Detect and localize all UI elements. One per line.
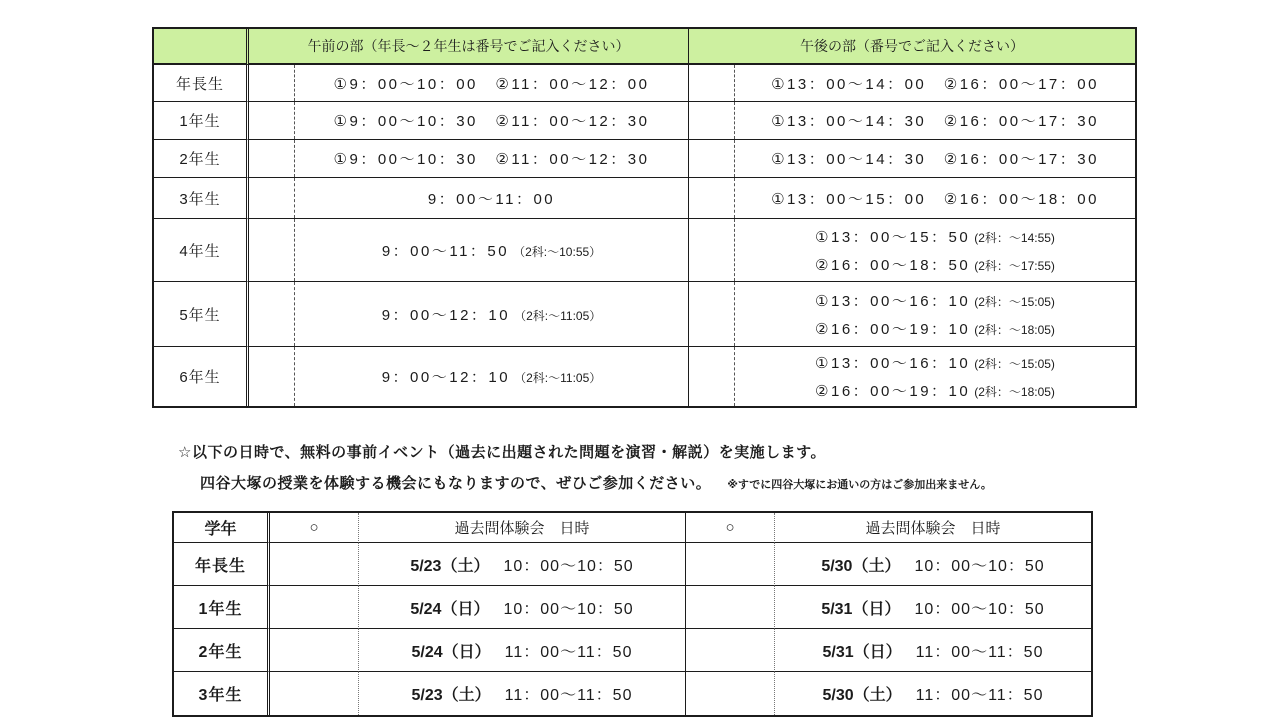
- notice-line-2-text: 四谷大塚の授業を体験する機会にもなりますので、ぜひご参加ください。: [200, 475, 712, 492]
- event-header-datetime-1: 過去問体験会 日時: [359, 513, 686, 543]
- grade-label: 2年生: [154, 140, 249, 178]
- two-subject-note: (2科：～15:05): [974, 357, 1055, 371]
- session-times: ①9：00～10：00 ②11：00～12：00: [333, 75, 650, 93]
- event-header-circle-1: ○: [270, 513, 359, 543]
- event-checkbox-cell: [270, 586, 359, 629]
- session-times: ①9：00～10：30 ②11：00～12：30: [333, 151, 650, 168]
- grade-label: 6年生: [154, 347, 249, 406]
- event-datetime-cell: [359, 586, 686, 629]
- morning-cell: [249, 219, 689, 282]
- afternoon-cell: [689, 140, 1135, 178]
- grade-label: 5年生: [154, 282, 249, 347]
- session-times: ①13：00～14：30 ②16：00～17：30: [771, 113, 1099, 130]
- event-date: 5/30（土）: [822, 687, 902, 704]
- write-in-box: [249, 219, 295, 281]
- event-checkbox-cell: [270, 629, 359, 672]
- schedule-header-blank: [154, 29, 249, 65]
- schedule-header-afternoon: 午後の部（番号でご記入ください）: [689, 29, 1135, 65]
- two-subject-note: (2科：～14:55): [974, 230, 1055, 245]
- grade-label: 年長生: [154, 65, 249, 102]
- notice-restriction-note: ※すでに四谷大塚にお通いの方はご参加出来ません。: [727, 479, 992, 491]
- session-times: 9：00～12：10: [381, 306, 511, 324]
- session-times: ①13：00～15：50: [815, 228, 971, 246]
- event-grade-label: 2年生: [174, 629, 270, 672]
- event-header-circle-2: ○: [686, 513, 775, 543]
- event-date: 5/31（日）: [822, 643, 902, 661]
- event-time: 10：00～10：50: [914, 557, 1045, 575]
- morning-cell: [249, 102, 689, 140]
- write-in-box: [249, 65, 295, 101]
- write-in-box: [689, 102, 735, 139]
- event-time: 10：00～10：50: [914, 600, 1045, 618]
- write-in-box: [689, 347, 735, 406]
- morning-cell: [249, 140, 689, 178]
- session-times: ①9：00～10：30 ②11：00～12：30: [333, 113, 650, 130]
- session-times: ①13：00～14：30 ②16：00～17：30: [771, 151, 1099, 168]
- event-datetime-cell: [775, 586, 1091, 629]
- event-time: 11：00～11：50: [504, 687, 633, 704]
- event-checkbox-cell: [686, 629, 775, 672]
- event-checkbox-cell: [686, 586, 775, 629]
- two-subject-note: （2科:～11:05）: [514, 308, 602, 323]
- write-in-box: [689, 282, 735, 346]
- event-grade-label: 年長生: [174, 543, 270, 586]
- afternoon-cell: [689, 347, 1135, 406]
- event-time: 10：00～10：50: [503, 557, 634, 575]
- write-in-box: [249, 347, 295, 406]
- event-datetime-cell: [775, 543, 1091, 586]
- write-in-box: [689, 140, 735, 177]
- event-grade-label: 1年生: [174, 586, 270, 629]
- event-time: 11：00～11：50: [915, 643, 1044, 661]
- grade-label: 4年生: [154, 219, 249, 282]
- event-checkbox-cell: [270, 672, 359, 715]
- morning-cell: [249, 65, 689, 102]
- event-time: 10：00～10：50: [503, 600, 634, 618]
- write-in-box: [249, 178, 295, 218]
- two-subject-note: （2科:～10:55）: [513, 244, 602, 259]
- session-times: ②16：00～18：50: [815, 256, 971, 274]
- event-date: 5/23（土）: [411, 687, 491, 704]
- session-times: ①13：00～16：10: [815, 292, 971, 310]
- past-exam-event-table: [172, 511, 1093, 717]
- session-times: ①13：00～14：00 ②16：00～17：00: [771, 75, 1099, 93]
- notice-line-1: ☆以下の日時で、無料の事前イベント（過去に出題された問題を演習・解説）を実施します。: [178, 444, 826, 461]
- two-subject-note: (2科：～18:05): [974, 322, 1055, 337]
- afternoon-cell: [689, 282, 1135, 347]
- two-subject-note: (2科：～17:55): [974, 258, 1055, 273]
- event-time: 11：00～11：50: [915, 687, 1044, 704]
- morning-cell: [249, 282, 689, 347]
- schedule-header-morning: 午前の部（年長～２年生は番号でご記入ください）: [249, 29, 689, 65]
- event-header-grade: 学年: [174, 513, 270, 543]
- morning-cell: [249, 347, 689, 406]
- write-in-box: [689, 219, 735, 281]
- afternoon-cell: [689, 65, 1135, 102]
- free-event-notice: [178, 441, 992, 493]
- write-in-box: [689, 178, 735, 218]
- event-date: 5/24（日）: [410, 600, 490, 618]
- two-subject-note: （2科:～11:05）: [514, 371, 602, 385]
- event-checkbox-cell: [686, 543, 775, 586]
- morning-cell: [249, 178, 689, 219]
- event-date: 5/31（日）: [821, 600, 901, 618]
- session-times: 9：00～11：00: [427, 190, 556, 208]
- grade-label: 1年生: [154, 102, 249, 140]
- event-datetime-cell: [775, 672, 1091, 715]
- event-header-datetime-2: 過去問体験会 日時: [775, 513, 1091, 543]
- session-times: 9：00～12：10: [381, 369, 511, 386]
- write-in-box: [689, 65, 735, 101]
- two-subject-note: (2科：～15:05): [974, 294, 1055, 309]
- event-date: 5/24（日）: [411, 643, 491, 661]
- afternoon-cell: [689, 219, 1135, 282]
- session-times: 9：00～11：50: [381, 242, 510, 260]
- event-time: 11：00～11：50: [504, 643, 633, 661]
- session-times: ②16：00～19：10: [815, 383, 971, 400]
- session-times: ②16：00～19：10: [815, 320, 971, 338]
- event-checkbox-cell: [270, 543, 359, 586]
- write-in-box: [249, 102, 295, 139]
- event-date: 5/23（土）: [410, 557, 490, 575]
- session-schedule-table: [152, 27, 1137, 408]
- session-times: ①13：00～16：10: [815, 355, 971, 372]
- session-times: ①13：00～15：00 ②16：00～18：00: [771, 190, 1099, 208]
- write-in-box: [249, 140, 295, 177]
- event-datetime-cell: [359, 629, 686, 672]
- event-date: 5/30（土）: [821, 557, 901, 575]
- grade-label: 3年生: [154, 178, 249, 219]
- event-datetime-cell: [359, 672, 686, 715]
- event-datetime-cell: [359, 543, 686, 586]
- event-checkbox-cell: [686, 672, 775, 715]
- notice-line-2: [200, 472, 992, 493]
- event-grade-label: 3年生: [174, 672, 270, 715]
- afternoon-cell: [689, 178, 1135, 219]
- afternoon-cell: [689, 102, 1135, 140]
- write-in-box: [249, 282, 295, 346]
- two-subject-note: (2科：～18:05): [974, 385, 1055, 399]
- event-datetime-cell: [775, 629, 1091, 672]
